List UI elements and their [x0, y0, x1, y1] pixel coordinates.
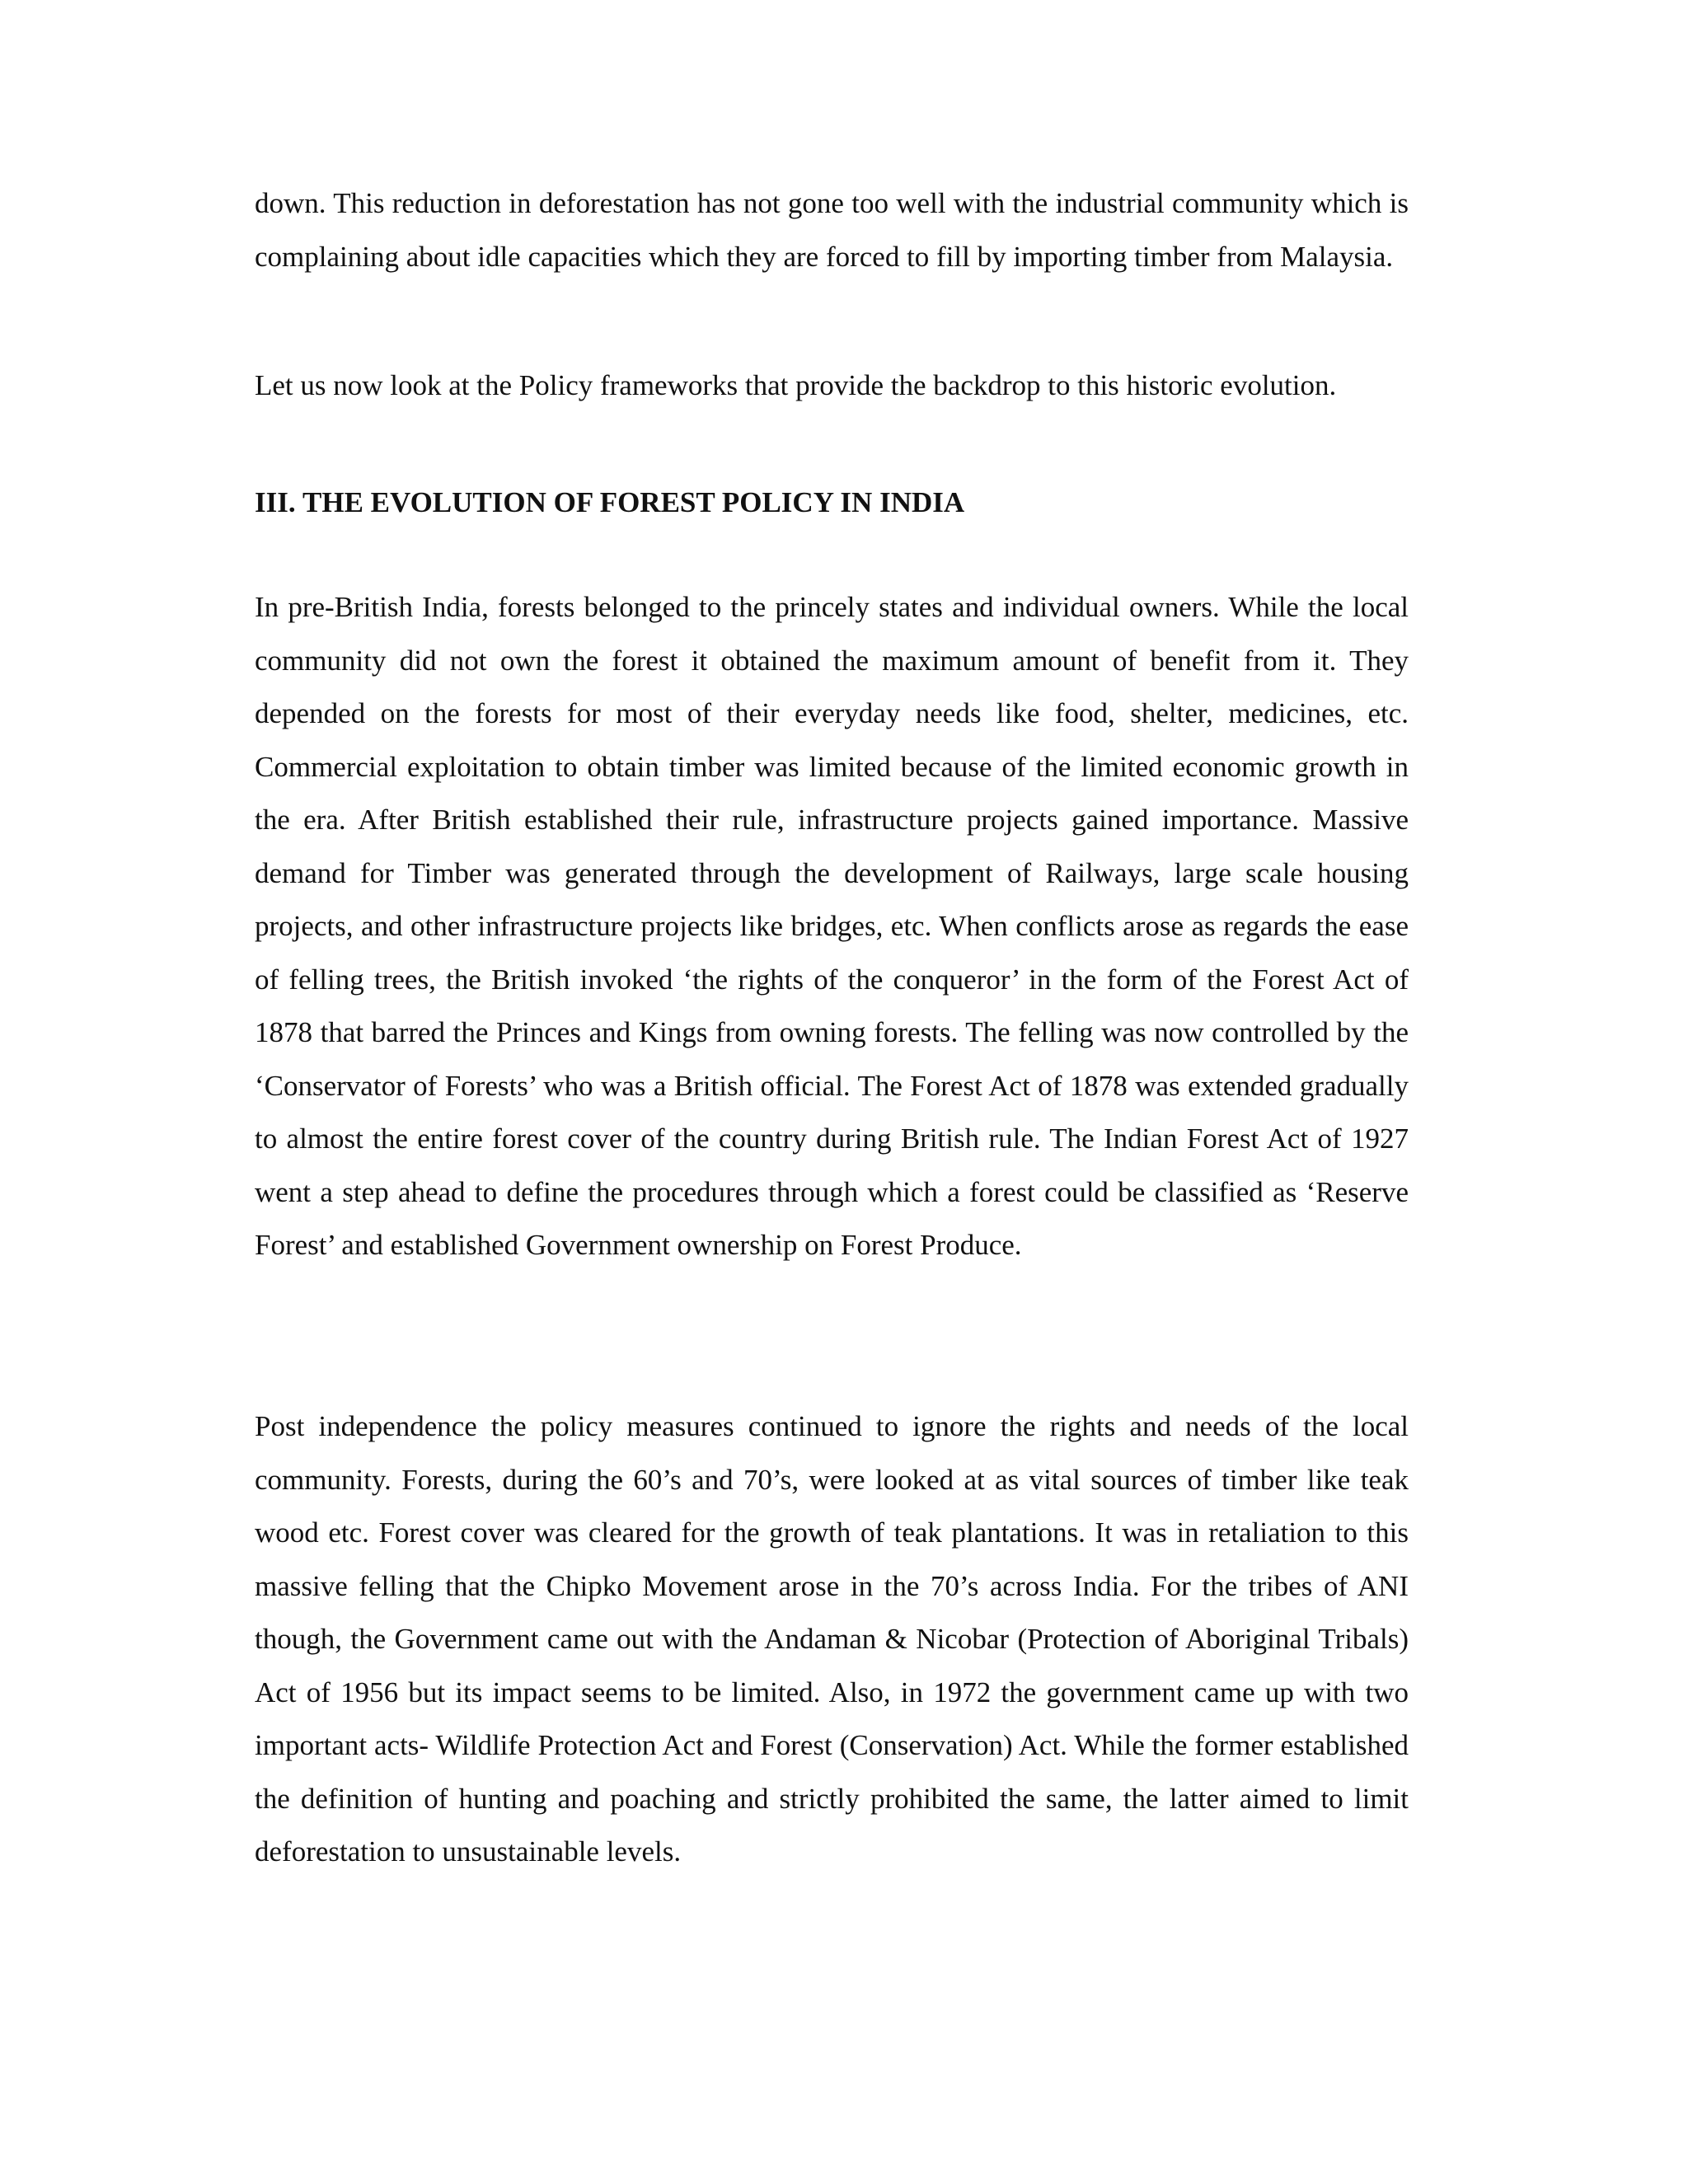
section-number: III.: [255, 486, 296, 518]
section-heading: [255, 476, 964, 529]
section-title: THE EVOLUTION OF FOREST POLICY IN INDIA: [302, 486, 965, 518]
paragraph-continuation: down. This reduction in deforestation has not gone too well with the industrial community which is complaining about idle capacities which they are forced to fill by importing timber from Malaysia.: [255, 187, 1409, 273]
paragraph-pre-british: In pre-British India, forests belonged to the princely states and individual owners. While the local community did not own the forest it obtained the maximum amount of benefit from it. They depended on the forests for most of their everyday needs like food, shelter, medicines, etc. Commercial exploitation to obtain timber was limited because of the limited economic growth in the era. After British established their rule, infrastructure projects gained importance. Massive demand for Timber was generated through the development of Railways, large scale housing projects, and other infrastructure projects like bridges, etc. When conflicts arose as regards the ease of felling trees, the British invoked ‘the rights of the conqueror’ in the form of the Forest Act of 1878 that barred the Princes and Kings from owning forests. The felling was now controlled by the ‘Conservator of Forests’ who was a British official. The Forest Act of 1878 was extended gradually to almost the entire forest cover of the country during British rule. The Indian Forest Act of 1927 went a step ahead to define the procedures through which a forest could be classified as ‘Reserve Forest’ and established Government ownership on Forest Produce.: [255, 591, 1409, 1261]
paragraph-policy-intro: Let us now look at the Policy frameworks that provide the backdrop to this historic evolution.: [255, 369, 1337, 401]
paragraph-post-independence: Post independence the policy measures continued to ignore the rights and needs of the local community. Forests, during the 60’s and 70’s, were looked at as vital sources of timber like teak wood etc. Forest cover was cleared for the growth of teak plantations. It was in retaliation to this massive felling that the Chipko Movement arose in the 70’s across India. For the tribes of ANI though, the Government came out with the Andaman & Nicobar (Protection of Aboriginal Tribals) Act of 1956 but its impact seems to be limited. Also, in 1972 the government came up with two important acts- Wildlife Protection Act and Forest (Conservation) Act. While the former established the definition of hunting and poaching and strictly prohibited the same, the latter aimed to limit deforestation to unsustainable levels.: [255, 1410, 1409, 1868]
